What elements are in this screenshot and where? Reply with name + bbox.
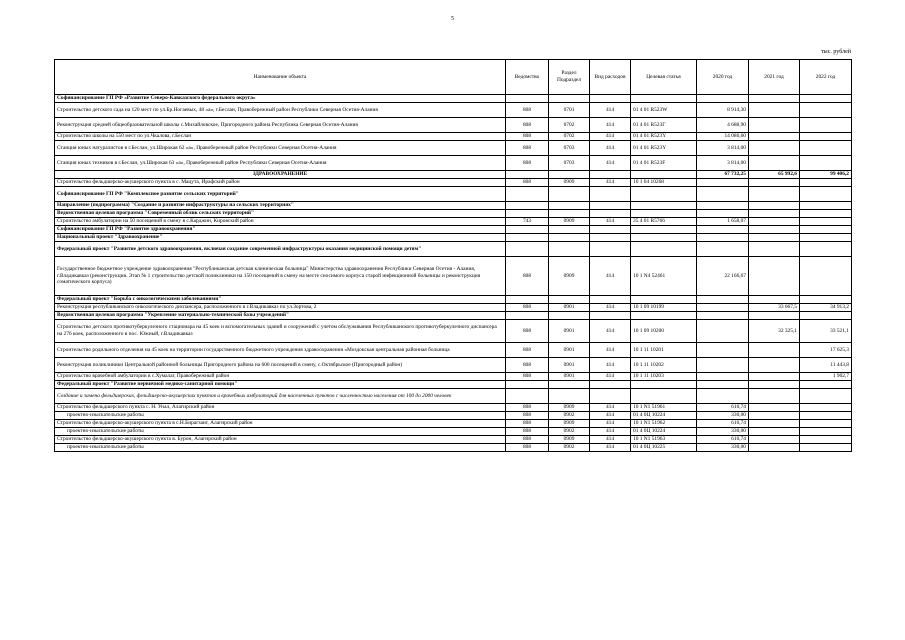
table-row bbox=[55, 296, 852, 304]
object-name-cell: Строительство детского противотуберкулезного стационара на 45 коек и вспомогательных зданий и сооружений с учетом обслуживания Республиканского противотуберкулезного диспансера на 276 коек, расположенного в пос. Южный, г.Владикавказ bbox=[55, 320, 506, 343]
y2020-cell: 8 914,30 bbox=[697, 103, 749, 118]
y2022-cell bbox=[800, 234, 852, 242]
ved-cell bbox=[506, 226, 549, 234]
object-name-cell: проектно-изыскательские работы bbox=[55, 444, 506, 452]
vid-cell: 414 bbox=[590, 304, 631, 312]
object-name-cell: Строительство фельдшерско-акушерского пункта в с. Мацута, Ирафский район bbox=[55, 179, 506, 187]
ved-cell: 808 bbox=[506, 412, 549, 420]
vid-cell: 414 bbox=[590, 444, 631, 452]
y2020-cell bbox=[697, 358, 749, 373]
ved-cell bbox=[506, 381, 549, 389]
ved-cell: 808 bbox=[506, 436, 549, 444]
y2021-cell bbox=[749, 404, 800, 412]
y2020-cell bbox=[697, 95, 749, 103]
vid-cell: 414 bbox=[590, 320, 631, 343]
ved-cell bbox=[506, 296, 549, 304]
razdel-cell: 0901 bbox=[549, 320, 590, 343]
budget-table bbox=[54, 59, 852, 452]
y2022-cell bbox=[800, 118, 852, 133]
y2021-cell bbox=[749, 187, 800, 202]
razdel-cell: 0901 bbox=[549, 358, 590, 373]
vid-cell bbox=[590, 202, 631, 210]
vid-cell bbox=[590, 234, 631, 242]
razdel-cell bbox=[549, 95, 590, 103]
cs-cell bbox=[631, 171, 697, 179]
razdel-cell: 0909 bbox=[549, 179, 590, 187]
y2021-cell bbox=[749, 156, 800, 171]
ved-cell bbox=[506, 389, 549, 404]
y2020-cell bbox=[697, 187, 749, 202]
y2020-cell: 1 658,07 bbox=[697, 218, 749, 226]
vid-cell bbox=[590, 171, 631, 179]
table-row bbox=[55, 118, 852, 133]
razdel-cell: 0901 bbox=[549, 304, 590, 312]
col-header-name: Наименование объекта bbox=[55, 60, 506, 95]
y2021-cell bbox=[749, 358, 800, 373]
cs-cell bbox=[631, 226, 697, 234]
y2022-cell bbox=[800, 444, 852, 452]
object-name-cell: Строительство фельдшерско-акушерского пункта в. Бурон, Алагирский район bbox=[55, 436, 506, 444]
vid-cell: 414 bbox=[590, 404, 631, 412]
vid-cell bbox=[590, 296, 631, 304]
ved-cell: 743 bbox=[506, 218, 549, 226]
vid-cell: 414 bbox=[590, 343, 631, 358]
y2021-cell bbox=[749, 133, 800, 141]
vid-cell: 414 bbox=[590, 141, 631, 156]
razdel-cell bbox=[549, 242, 590, 257]
col-header-cs: Целевая статья bbox=[631, 60, 697, 95]
y2022-cell bbox=[800, 156, 852, 171]
y2022-cell: 33 521,1 bbox=[800, 320, 852, 343]
vid-cell bbox=[590, 312, 631, 320]
y2021-cell bbox=[749, 202, 800, 210]
razdel-cell: 0909 bbox=[549, 420, 590, 428]
vid-cell: 414 bbox=[590, 103, 631, 118]
y2022-cell bbox=[800, 389, 852, 404]
table-header-row bbox=[55, 60, 852, 95]
y2020-cell bbox=[697, 389, 749, 404]
table-row bbox=[55, 210, 852, 218]
cs-cell: 01 4 01 R523F bbox=[631, 156, 697, 171]
y2020-cell bbox=[697, 226, 749, 234]
ved-cell bbox=[506, 242, 549, 257]
y2022-cell bbox=[800, 381, 852, 389]
cs-cell: 10 1 04 10268 bbox=[631, 179, 697, 187]
y2020-cell bbox=[697, 202, 749, 210]
y2021-cell bbox=[749, 381, 800, 389]
y2022-cell bbox=[800, 187, 852, 202]
table-row bbox=[55, 404, 852, 412]
razdel-cell: 0901 bbox=[549, 343, 590, 358]
ved-cell: 808 bbox=[506, 141, 549, 156]
razdel-cell: 0902 bbox=[549, 412, 590, 420]
vid-cell: 414 bbox=[590, 218, 631, 226]
table-row bbox=[55, 343, 852, 358]
units-label: тыс. рублей bbox=[821, 49, 851, 55]
y2022-cell: 1 902,7 bbox=[800, 373, 852, 381]
y2021-cell bbox=[749, 343, 800, 358]
y2021-cell bbox=[749, 103, 800, 118]
y2020-cell bbox=[697, 312, 749, 320]
col-header-ved: Ведомство bbox=[506, 60, 549, 95]
y2020-cell bbox=[697, 343, 749, 358]
vid-cell: 414 bbox=[590, 133, 631, 141]
razdel-cell bbox=[549, 312, 590, 320]
object-name-cell: Федеральный проект "Развитие первичной медико-санитарной помощи" bbox=[55, 381, 506, 389]
razdel-cell: 0909 bbox=[549, 218, 590, 226]
razdel-cell bbox=[549, 171, 590, 179]
y2021-cell bbox=[749, 226, 800, 234]
y2021-cell: 32 325,1 bbox=[749, 320, 800, 343]
ved-cell: 808 bbox=[506, 373, 549, 381]
table-row bbox=[55, 257, 852, 296]
y2022-cell bbox=[800, 141, 852, 156]
y2022-cell: 11 443,8 bbox=[800, 358, 852, 373]
cs-cell bbox=[631, 234, 697, 242]
razdel-cell: 0909 bbox=[549, 257, 590, 296]
vid-cell bbox=[590, 226, 631, 234]
y2021-cell bbox=[749, 179, 800, 187]
vid-cell bbox=[590, 242, 631, 257]
y2020-cell: 330,00 bbox=[697, 428, 749, 436]
table-row bbox=[55, 141, 852, 156]
table-row bbox=[55, 373, 852, 381]
object-name-cell: Строительство амбулатории на 50 посещений в смену в с.Карджин, Кировский район bbox=[55, 218, 506, 226]
ved-cell: 808 bbox=[506, 343, 549, 358]
object-name-cell: Строительство фельдшерского пункта с. Н. Унал, Алагирский район bbox=[55, 404, 506, 412]
y2021-cell bbox=[749, 420, 800, 428]
object-name-cell: ЗДРАВООХРАНЕНИЕ bbox=[55, 171, 506, 179]
razdel-cell: 0901 bbox=[549, 373, 590, 381]
table-row bbox=[55, 412, 852, 420]
cs-cell: 01 4 0Ц 10224 bbox=[631, 428, 697, 436]
y2021-cell bbox=[749, 95, 800, 103]
y2020-cell: 14 086,60 bbox=[697, 133, 749, 141]
table-row bbox=[55, 320, 852, 343]
ved-cell: 808 bbox=[506, 133, 549, 141]
cs-cell: 10 1 N1 51963 bbox=[631, 436, 697, 444]
ved-cell: 808 bbox=[506, 118, 549, 133]
table-row bbox=[55, 304, 852, 312]
vid-cell bbox=[590, 95, 631, 103]
y2020-cell bbox=[697, 381, 749, 389]
y2020-cell bbox=[697, 373, 749, 381]
ved-cell bbox=[506, 210, 549, 218]
cs-cell: 10 1 11 10203 bbox=[631, 373, 697, 381]
y2021-cell bbox=[749, 242, 800, 257]
cs-cell: 01 4 0Ц 10225 bbox=[631, 444, 697, 452]
y2021-cell bbox=[749, 296, 800, 304]
razdel-cell bbox=[549, 389, 590, 404]
vid-cell: 414 bbox=[590, 412, 631, 420]
col-header-2022: 2022 год bbox=[800, 60, 852, 95]
object-name-cell: Строительство врачебной амбулатории в с.Хумалаг, Правобережный район bbox=[55, 373, 506, 381]
object-name-cell: Софинансирование ГП РФ "Развитие здравоохранения" bbox=[55, 226, 506, 234]
y2022-cell bbox=[800, 202, 852, 210]
object-name-cell: Федеральный проект "Развитие детского здравоохранения, включая создание современной инфраструктуры оказания медицинской помощи детям" bbox=[55, 242, 506, 257]
cs-cell: 35 4 01 R5766 bbox=[631, 218, 697, 226]
y2022-cell: 34 913,2 bbox=[800, 304, 852, 312]
vid-cell: 414 bbox=[590, 436, 631, 444]
y2020-cell: 330,00 bbox=[697, 444, 749, 452]
cs-cell: 10 1 11 10202 bbox=[631, 358, 697, 373]
y2022-cell bbox=[800, 428, 852, 436]
object-name-cell: Станция юных натуралистов в г.Беслан, ул.Широкая 62 «а», Правобережный район Республики Северная Осетия-Алания bbox=[55, 141, 506, 156]
table-row bbox=[55, 381, 852, 389]
object-name-cell: Софинансирование ГП РФ "Комплексное развитие сельских территорий" bbox=[55, 187, 506, 202]
vid-cell: 414 bbox=[590, 358, 631, 373]
ved-cell: 808 bbox=[506, 358, 549, 373]
razdel-cell: 0902 bbox=[549, 428, 590, 436]
table-row bbox=[55, 436, 852, 444]
razdel-cell: 0702 bbox=[549, 133, 590, 141]
y2020-cell: 610,74 bbox=[697, 420, 749, 428]
vid-cell bbox=[590, 389, 631, 404]
ved-cell bbox=[506, 234, 549, 242]
y2020-cell bbox=[697, 304, 749, 312]
y2020-cell: 3 814,00 bbox=[697, 141, 749, 156]
y2021-cell bbox=[749, 312, 800, 320]
y2022-cell bbox=[800, 257, 852, 296]
y2022-cell bbox=[800, 103, 852, 118]
object-name-cell: Государственное бюджетное учреждение здравоохранения "Республиканская детская клиническая больница" Министерства здравоохранения Республики Северная Осетия - Алания, г.Владикавказ (реконструкция. Этап № 1 строительство детской поликлиники на 150 посещений в смену на месте сносимого корпуса старой инфекционной больницы и реконструкция соматического корпуса) bbox=[55, 257, 506, 296]
y2020-cell: 4 688,90 bbox=[697, 118, 749, 133]
y2022-cell bbox=[800, 218, 852, 226]
table-row bbox=[55, 179, 852, 187]
y2020-cell bbox=[697, 296, 749, 304]
y2021-cell bbox=[749, 118, 800, 133]
table-row bbox=[55, 358, 852, 373]
vid-cell: 414 bbox=[590, 420, 631, 428]
object-name-cell: Станция юных техников в г.Беслан, ул.Широкая 63 «а», Правобережный район Республики Северная Осетия-Алания bbox=[55, 156, 506, 171]
y2021-cell bbox=[749, 389, 800, 404]
y2021-cell bbox=[749, 436, 800, 444]
col-header-2020: 2020 год bbox=[697, 60, 749, 95]
cs-cell bbox=[631, 389, 697, 404]
y2020-cell: 67 732,25 bbox=[697, 171, 749, 179]
y2022-cell bbox=[800, 412, 852, 420]
object-name-cell: Национальный проект "Здравоохранение" bbox=[55, 234, 506, 242]
table-row bbox=[55, 95, 852, 103]
y2022-cell bbox=[800, 404, 852, 412]
y2021-cell bbox=[749, 412, 800, 420]
page-number: 5 bbox=[451, 16, 454, 22]
ved-cell bbox=[506, 95, 549, 103]
object-name-cell: Направление (подпрограмма) "Создание и развитие инфраструктуры на сельских территориях" bbox=[55, 202, 506, 210]
y2022-cell: 17 625,3 bbox=[800, 343, 852, 358]
vid-cell: 414 bbox=[590, 428, 631, 436]
object-name-cell: Строительство школы на 550 мест по ул.Чкалова, г.Беслан bbox=[55, 133, 506, 141]
vid-cell: 414 bbox=[590, 373, 631, 381]
ved-cell: 808 bbox=[506, 444, 549, 452]
y2021-cell bbox=[749, 428, 800, 436]
vid-cell bbox=[590, 210, 631, 218]
y2020-cell: 22 166,67 bbox=[697, 257, 749, 296]
col-header-2021: 2021 год bbox=[749, 60, 800, 95]
ved-cell bbox=[506, 202, 549, 210]
ved-cell: 808 bbox=[506, 320, 549, 343]
cs-cell bbox=[631, 95, 697, 103]
y2021-cell: 33 667,5 bbox=[749, 304, 800, 312]
cs-cell: 10 1 N1 51962 bbox=[631, 420, 697, 428]
vid-cell: 414 bbox=[590, 118, 631, 133]
razdel-cell: 0909 bbox=[549, 404, 590, 412]
y2022-cell bbox=[800, 226, 852, 234]
cs-cell: 10 1 N4 52461 bbox=[631, 257, 697, 296]
object-name-cell: Ведомственная целевая программа "Укрепление материально-технической базы учреждений" bbox=[55, 312, 506, 320]
y2021-cell bbox=[749, 373, 800, 381]
cs-cell: 01 4 01 R523Г bbox=[631, 118, 697, 133]
object-name-cell: проектно-изыскательские работы bbox=[55, 428, 506, 436]
vid-cell: 414 bbox=[590, 156, 631, 171]
razdel-cell bbox=[549, 202, 590, 210]
y2022-cell bbox=[800, 95, 852, 103]
table-row bbox=[55, 187, 852, 202]
cs-cell: 10 1 N1 51961 bbox=[631, 404, 697, 412]
cs-cell: 10 1 11 10201 bbox=[631, 343, 697, 358]
y2021-cell bbox=[749, 234, 800, 242]
y2022-cell: 99 406,2 bbox=[800, 171, 852, 179]
cs-cell: 10 1 09 10200 bbox=[631, 320, 697, 343]
cs-cell bbox=[631, 312, 697, 320]
table-row bbox=[55, 312, 852, 320]
y2020-cell bbox=[697, 234, 749, 242]
razdel-cell: 0703 bbox=[549, 156, 590, 171]
cs-cell: 10 1 09 10199 bbox=[631, 304, 697, 312]
razdel-cell bbox=[549, 381, 590, 389]
y2022-cell bbox=[800, 420, 852, 428]
y2022-cell bbox=[800, 242, 852, 257]
y2021-cell bbox=[749, 444, 800, 452]
vid-cell bbox=[590, 187, 631, 202]
table-row bbox=[55, 444, 852, 452]
object-name-cell: Строительство детского сада на 120 мест по ул.Бр.Ногаевых, 48 «а», г.Беслан, Правобережный район Республики Северная Осетия-Алания bbox=[55, 103, 506, 118]
table-row bbox=[55, 428, 852, 436]
object-name-cell: Ведомственная целевая программа "Современный облик сельских территорий" bbox=[55, 210, 506, 218]
y2021-cell: 65 992,6 bbox=[749, 171, 800, 179]
table-body bbox=[55, 95, 852, 452]
ved-cell: 808 bbox=[506, 103, 549, 118]
razdel-cell: 0909 bbox=[549, 436, 590, 444]
razdel-cell bbox=[549, 234, 590, 242]
y2022-cell bbox=[800, 179, 852, 187]
ved-cell: 808 bbox=[506, 428, 549, 436]
cs-cell bbox=[631, 296, 697, 304]
cs-cell: 01 4 01 R523Y bbox=[631, 141, 697, 156]
table-row bbox=[55, 226, 852, 234]
y2021-cell bbox=[749, 141, 800, 156]
table-row bbox=[55, 218, 852, 226]
cs-cell: 01 4 01 R523W bbox=[631, 103, 697, 118]
table-row bbox=[55, 202, 852, 210]
object-name-cell: Федеральный проект "Борьба с онкологическими заболеваниями" bbox=[55, 296, 506, 304]
vid-cell: 414 bbox=[590, 179, 631, 187]
razdel-cell bbox=[549, 296, 590, 304]
y2020-cell bbox=[697, 210, 749, 218]
object-name-cell: Реконструкция поликлиники Центральной районной больницы Пригородного района на 600 посещений в смену, с.Октябрьское (Пригородный район) bbox=[55, 358, 506, 373]
object-name-cell: Создание и замена фельдшерских, фельдшерско-акушерских пунктов и врачебных амбулаторий для населенных пунктов с численностью населения от 100 до 2000 человек bbox=[55, 389, 506, 404]
y2022-cell bbox=[800, 210, 852, 218]
y2022-cell bbox=[800, 296, 852, 304]
table-row bbox=[55, 242, 852, 257]
cs-cell: 01 4 01 R523Y bbox=[631, 133, 697, 141]
ved-cell bbox=[506, 171, 549, 179]
razdel-cell: 0702 bbox=[549, 118, 590, 133]
y2020-cell bbox=[697, 320, 749, 343]
razdel-cell: 0701 bbox=[549, 103, 590, 118]
table-row bbox=[55, 171, 852, 179]
y2021-cell bbox=[749, 257, 800, 296]
table-row bbox=[55, 420, 852, 428]
cs-cell bbox=[631, 202, 697, 210]
y2020-cell: 3 814,00 bbox=[697, 156, 749, 171]
col-header-razdel: Раздел Подраздел bbox=[549, 60, 590, 95]
ved-cell: 808 bbox=[506, 304, 549, 312]
object-name-cell: проектно-изыскательские работы bbox=[55, 412, 506, 420]
y2021-cell bbox=[749, 210, 800, 218]
y2021-cell bbox=[749, 218, 800, 226]
ved-cell: 808 bbox=[506, 257, 549, 296]
y2020-cell: 330,00 bbox=[697, 412, 749, 420]
razdel-cell bbox=[549, 226, 590, 234]
cs-cell bbox=[631, 381, 697, 389]
table-row bbox=[55, 234, 852, 242]
ved-cell bbox=[506, 312, 549, 320]
y2022-cell bbox=[800, 312, 852, 320]
ved-cell: 808 bbox=[506, 179, 549, 187]
ved-cell bbox=[506, 187, 549, 202]
cs-cell: 01 4 0Ц 10224 bbox=[631, 412, 697, 420]
y2020-cell: 610,74 bbox=[697, 436, 749, 444]
object-name-cell: Софинансирование ГП РФ «Развитие Северо-Кавказского федерального округа» bbox=[55, 95, 506, 103]
table-row bbox=[55, 389, 852, 404]
table-row bbox=[55, 156, 852, 171]
ved-cell: 808 bbox=[506, 156, 549, 171]
ved-cell: 808 bbox=[506, 420, 549, 428]
cs-cell bbox=[631, 187, 697, 202]
y2020-cell bbox=[697, 242, 749, 257]
cs-cell bbox=[631, 210, 697, 218]
object-name-cell: Реконструкция республиканского онкологического диспансера, расположенного в г.Владикавказ по ул.Зортова, 2 bbox=[55, 304, 506, 312]
ved-cell: 808 bbox=[506, 404, 549, 412]
table-row bbox=[55, 133, 852, 141]
razdel-cell: 0902 bbox=[549, 444, 590, 452]
vid-cell bbox=[590, 381, 631, 389]
vid-cell: 414 bbox=[590, 257, 631, 296]
y2022-cell bbox=[800, 436, 852, 444]
cs-cell bbox=[631, 242, 697, 257]
object-name-cell: Реконструкция средней общеобразовательной школы с.Михайловское, Пригородного района Республика Северная Осетия-Алания bbox=[55, 118, 506, 133]
y2020-cell bbox=[697, 179, 749, 187]
col-header-vid: Вид расходов bbox=[590, 60, 631, 95]
object-name-cell: Строительство родильного отделения на 45 коек на территории государственного бюджетного учреждения здравоохранения «Моздокская центральная районная больница bbox=[55, 343, 506, 358]
y2020-cell: 610,74 bbox=[697, 404, 749, 412]
y2022-cell bbox=[800, 133, 852, 141]
razdel-cell bbox=[549, 210, 590, 218]
object-name-cell: Строительство фельдшерско-акушерского пункта в с.Н.Бирагзанг, Алагирский район bbox=[55, 420, 506, 428]
table-row bbox=[55, 103, 852, 118]
razdel-cell bbox=[549, 187, 590, 202]
razdel-cell: 0703 bbox=[549, 141, 590, 156]
